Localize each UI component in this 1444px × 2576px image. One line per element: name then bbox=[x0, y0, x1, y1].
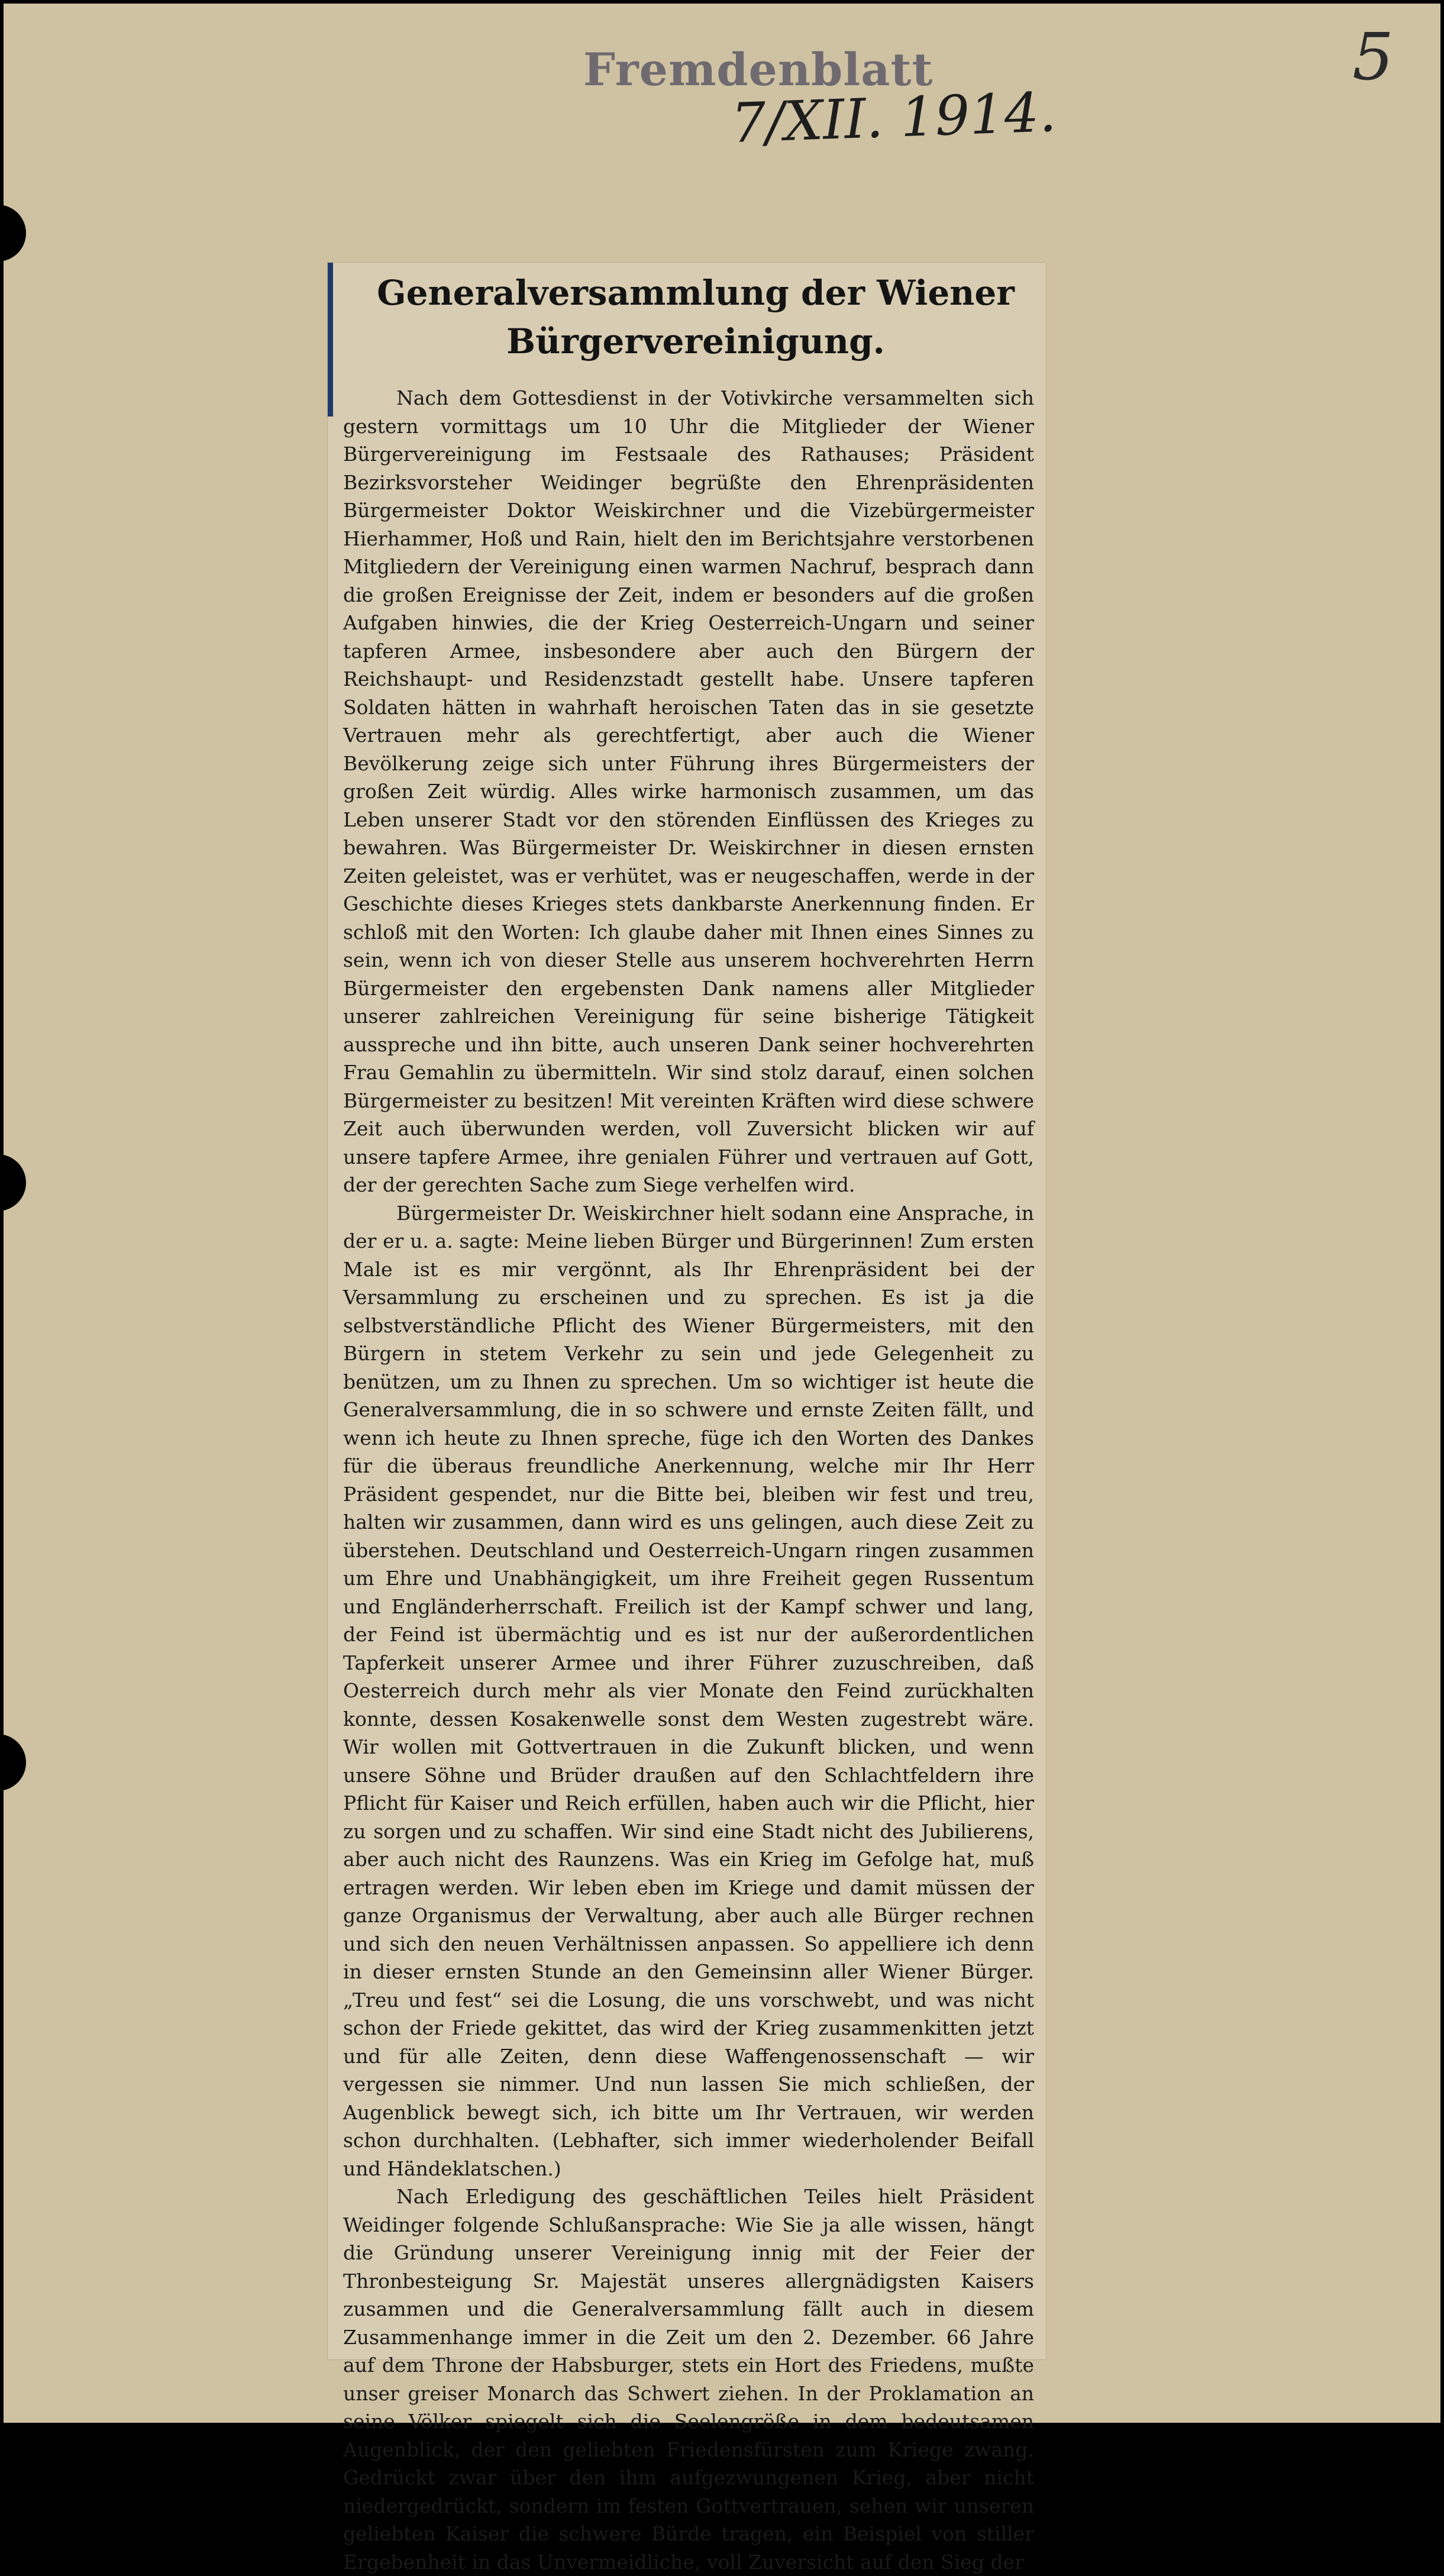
newspaper-stamp: Fremdenblatt bbox=[583, 43, 933, 96]
punch-hole bbox=[0, 1734, 26, 1791]
punch-hole bbox=[0, 1154, 26, 1211]
handwritten-date: 7/XII. 1914. bbox=[730, 80, 1058, 156]
clipping-blue-edge bbox=[328, 263, 333, 417]
article-paragraph: Bürgermeister Dr. Weiskirchner hielt sodann eine Ansprache, in der er u. a. sagte: Meine lieben Bürger und Bürgerinnen! Zum ersten Male ist es mir vergönnt, als Ihr Ehrenpräsident bei der Versammlung zu erscheinen und zu sprechen. Es ist ja die selbstverständliche Pflicht des Wiener Bürgermeisters, mit den Bürgern in stetem Verkehr zu sein und jede Gelegenheit zu benützen, um zu Ihnen zu sprechen. Um so wichtiger ist heute die Generalversammlung, die in so schwere und ernste Zeiten fällt, und wenn ich heute zu Ihnen spreche, füge ich den Worten des Dankes für die überaus freundliche Anerkennung, welche mir Ihr Herr Präsident gespendet, nur die Bitte bei, bleiben wir fest und treu, halten wir zusammen, dann wird es uns gelingen, auch diese Zeit zu überstehen. Deutschland und Oesterreich-Ungarn ringen zusammen um Ehre und Unabhängigkeit, um ihre Freiheit gegen Russentum und Engländerherrschaft. Freilich ist der Kampf schwer und lang, der Feind ist übermächtig und es ist nur der außerordentlichen Tapferkeit unserer Armee und ihrer Führer zuzuschreiben, daß Oesterreich durch mehr als vier Monate den Feind zurückhalten konnte, dessen Kosakenwelle sonst dem Westen zugestrebt wäre. Wir wollen mit Gottvertrauen in die Zukunft blicken, und wenn unsere Söhne und Brüder draußen auf den Schlachtfeldern ihre Pflicht für Kaiser und Reich erfüllen, haben auch wir die Pflicht, hier zu sorgen und zu schaffen. Wir sind eine Stadt nicht des Jubilierens, aber auch nicht des Raunzens. Was ein Krieg im Gefolge hat, muß ertragen werden. Wir leben eben im Kriege und damit müssen der ganze Organismus der Verwaltung, aber auch alle Bürger rechnen und sich den neuen Verhältnissen anpassen. So appelliere ich denn in dieser ernsten Stunde an den Gemeinsinn aller Wiener Bürger. „Treu und fest“ sei die Losung, die uns vorschwebt, und was nicht schon der Friede gekittet, das wird der Krieg zusammenkitten jetzt und für alle Zeiten, denn diese Waffengenossenschaft — wir vergessen sie nimmer. Und nun lassen Sie mich schließen, der Augenblick bewegt sich, ich bitte um Ihr Vertrauen, wir werden schon durchhalten. (Lebhafter, sich immer wiederholender Beifall und Händeklatschen.) bbox=[343, 1201, 1034, 2180]
article-paragraph: Nach dem Gottesdienst in der Votivkirche versammelten sich gestern vormittags um 10 Uhr die Mitglieder der Wiener Bürgervereinigung im Festsaale des Rathauses; Präsident Bezirksvorsteher Weidinger begrüßte den Ehrenpräsidenten Bürgermeister Doktor Weiskirchner und die Vizebürgermeister Hierhammer, Hoß und Rain, hielt den im Berichtsjahre verstorbenen Mitgliedern der Vereinigung einen warmen Nachruf, besprach dann die großen Ereignisse der Zeit, indem er besonders auf die großen Aufgaben hinwies, die der Krieg Oesterreich-Ungarn und seiner tapferen Armee, insbesondere aber auch den Bürgern der Reichshaupt- und Residenzstadt gestellt habe. Unsere tapferen Soldaten hätten in wahrhaft heroischen Taten das in sie gesetzte Vertrauen mehr als gerechtfertigt, aber auch die Wiener Bevölkerung zeige sich unter Führung ihres Bürgermeisters der großen Zeit würdig. Alles wirke harmonisch zusammen, um das Leben unserer Stadt vor den störenden Einflüssen des Krieges zu bewahren. Was Bürgermeister Dr. Weiskirchner in diesen ernsten Zeiten geleistet, was er verhütet, was er neugeschaffen, werde in der Geschichte dieses Krieges stets dankbarste Anerkennung finden. Er schloß mit den Worten: Ich glaube daher mit Ihnen eines Sinnes zu sein, wenn ich von dieser Stelle aus unserem hochverehrten Herrn Bürgermeister den ergebensten Dank namens aller Mitglieder unserer zahlreichen Vereinigung für seine bisherige Tätigkeit ausspreche und ihn bitte, auch unseren Dank seiner hochverehrten Frau Gemahlin zu übermitteln. Wir sind stolz darauf, einen solchen Bürgermeister zu besitzen! Mit vereinten Kräften wird diese schwere Zeit auch überwunden werden, voll Zuversicht blicken wir auf unsere tapfere Armee, ihre genialen Führer und vertrauen auf Gott, der der gerechten Sache zum Siege verhelfen wird. bbox=[343, 386, 1034, 1196]
archive-sheet bbox=[4, 4, 1440, 2574]
article-title: Generalversammlung der Wiener Bürgervereinigung. bbox=[377, 273, 1015, 361]
article-body bbox=[343, 384, 1034, 2574]
newspaper-clipping bbox=[328, 263, 1046, 2574]
article-paragraph: Nach Erledigung des geschäftlichen Teiles hielt Präsident Weidinger folgende Schlußansprache: Wie Sie ja alle wissen, hängt die Gründung unserer Vereinigung innig mit der Feier der Thronbesteigung Sr. Majestät unseres allergnädigsten Kaisers zusammen und die Generalversammlung fällt auch in diesem Zusammenhange immer in die Zeit um den 2. Dezember. 66 Jahre auf dem Throne der Habsburger, stets ein Hort des Friedens, mußte unser greiser Monarch das Schwert ziehen. In der Proklamation an seine Völker spiegelt sich die Seelengröße in dem bedeutsamen Augenblick, der den geliebten Friedensfürsten zum Kriege zwang. Gedrückt zwar über den ihm aufgezwungenen Krieg, aber nicht niedergedrückt, sondern im festen Gottvertrauen, sehen wir unseren geliebten Kaiser die schwere Bürde tragen, ein Beispiel von stiller Ergebenheit in das Unvermeidliche, voll Zuversicht auf den Sieg der bbox=[343, 2185, 1034, 2574]
handwritten-page-number: 5 bbox=[1352, 19, 1394, 95]
punch-hole bbox=[0, 205, 26, 262]
